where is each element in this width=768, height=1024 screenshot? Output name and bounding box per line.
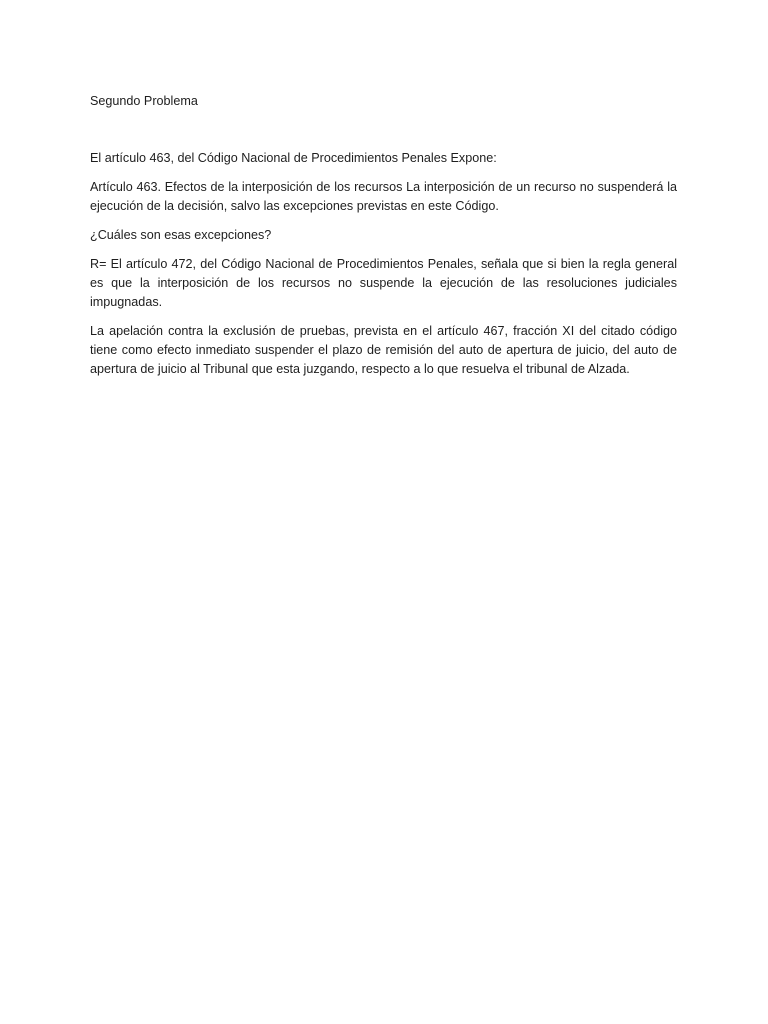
paragraph-intro: El artículo 463, del Código Nacional de Procedimientos Penales Expone: [90,151,497,165]
paragraph-answer: R= El artículo 472, del Código Nacional de Procedimientos Penales, señala que si bien la regla general es que la interposición de los recursos no suspende la ejecución de las resoluciones judiciales impugnadas. [90,257,677,309]
paragraph-article-463: Artículo 463. Efectos de la interposición de los recursos La interposición de un recurso no suspenderá la ejecución de la decisión, salvo las excepciones previstas en este Código. [90,180,677,213]
paragraph-question: ¿Cuáles son esas excepciones? [90,228,272,242]
document-title: Segundo Problema [90,94,198,108]
document-body [90,92,677,389]
paragraph-appeal: La apelación contra la exclusión de pruebas, prevista en el artículo 467, fracción XI del citado código tiene como efecto inmediato suspender el plazo de remisión del auto de apertura de juicio, del auto de apertura de juicio al Tribunal que esta juzgando, respecto a lo que resuelva el tribunal de Alzada. [90,324,677,376]
